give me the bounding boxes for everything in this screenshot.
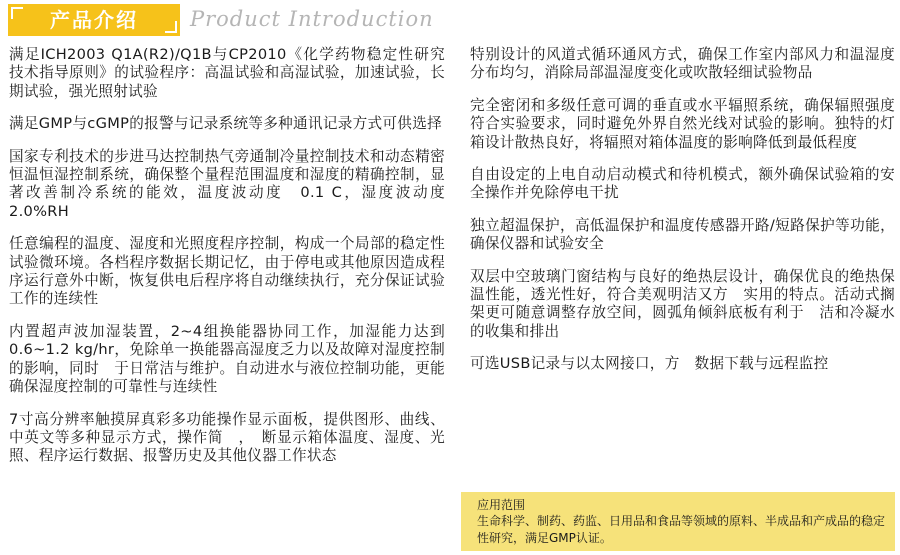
- feature-paragraph: 独立超温保护，高低温保护和温度传感器开路/短路保护等功能，确保仪器和试验安全: [470, 216, 895, 253]
- feature-paragraph: 可选USB记录与以太网接口，方 数据下载与远程监控: [470, 355, 829, 373]
- header: [0, 0, 900, 38]
- right-column: [470, 46, 895, 388]
- application-scope-box: [461, 492, 895, 551]
- feature-paragraph: 7寸高分辨率触摸屏真彩多功能操作显示面板，提供图形、曲线、中英文等多种显示方式，操作简 ， 断显示箱体温度、湿度、光照、程序运行数据、报警历史及其他仪器工作状态: [9, 410, 445, 465]
- page-title: 产品介绍: [50, 8, 138, 32]
- feature-paragraph: 特别设计的风道式循环通风方式，确保工作室内部风力和温湿度分布均匀，消除局部温湿度变化或吹散轻细试验物品: [470, 46, 895, 82]
- page-title-english: Product Introduction: [190, 7, 434, 31]
- feature-paragraph: 双层中空玻璃门窗结构与良好的绝热层设计，确保优良的绝热保温性能，透光性好，符合美观明洁又方 实用的特点。活动式搁架更可随意调整存放空间，圆弧角倾斜底板有利于 洁和冷凝水的收集和排出: [470, 267, 895, 340]
- feature-paragraph: 满足GMP与cGMP的报警与记录系统等多种通讯记录方式可供选择: [9, 115, 442, 133]
- feature-paragraph: 内置超声波加湿装置，2~4组换能器协同工作，加湿能力达到 0.6~1.2 kg/hr，免除单一换能器高湿度乏力以及故障对湿度控制的影响，同时 于日常洁与维护。自动进水与液位控制功能，更能确保湿度控制的可靠性与连续性: [9, 322, 445, 396]
- title-badge: [8, 4, 180, 36]
- application-scope-text: 生命科学、制药、药监、日用品和食品等领域的原料、半成品和产成品的稳定性研究，满足GMP认证。: [477, 514, 886, 545]
- feature-paragraph: 满足ICH2003 Q1A(R2)/Q1B与CP2010《化学药物稳定性研究技术指导原则》的试验程序：高温试验和高湿试验，加速试验，长期试验，强光照射试验: [9, 46, 445, 100]
- application-scope-title: 应用范围: [477, 498, 526, 512]
- feature-paragraph: 任意编程的温度、湿度和光照度程序控制，构成一个局部的稳定性试验微环境。各档程序数据长期记忆，由于停电或其他原因造成程序运行意外中断，恢复供电后程序将自动继续执行，充分保证试验工作的连续性: [9, 235, 445, 308]
- feature-paragraph: 完全密闭和多级任意可调的垂直或水平辐照系统，确保辐照强度符合实验要求，同时避免外界自然光线对试验的影响。独特的灯箱设计散热良好，将辐照对箱体温度的影响降低到最低程度: [470, 96, 895, 151]
- feature-paragraph: 自由设定的上电自动启动模式和待机模式，额外确保试验箱的安全操作并免除停电干扰: [470, 166, 895, 202]
- left-column: [9, 46, 460, 480]
- feature-paragraph: 国家专利技术的步进马达控制热气旁通制冷量控制技术和动态精密恒温恒湿控制系统，确保整个量程范围温度和湿度的精确控制，显著改善制冷系统的能效，温度波动度 0.1 C，湿度波动度 2.0%RH: [9, 147, 460, 220]
